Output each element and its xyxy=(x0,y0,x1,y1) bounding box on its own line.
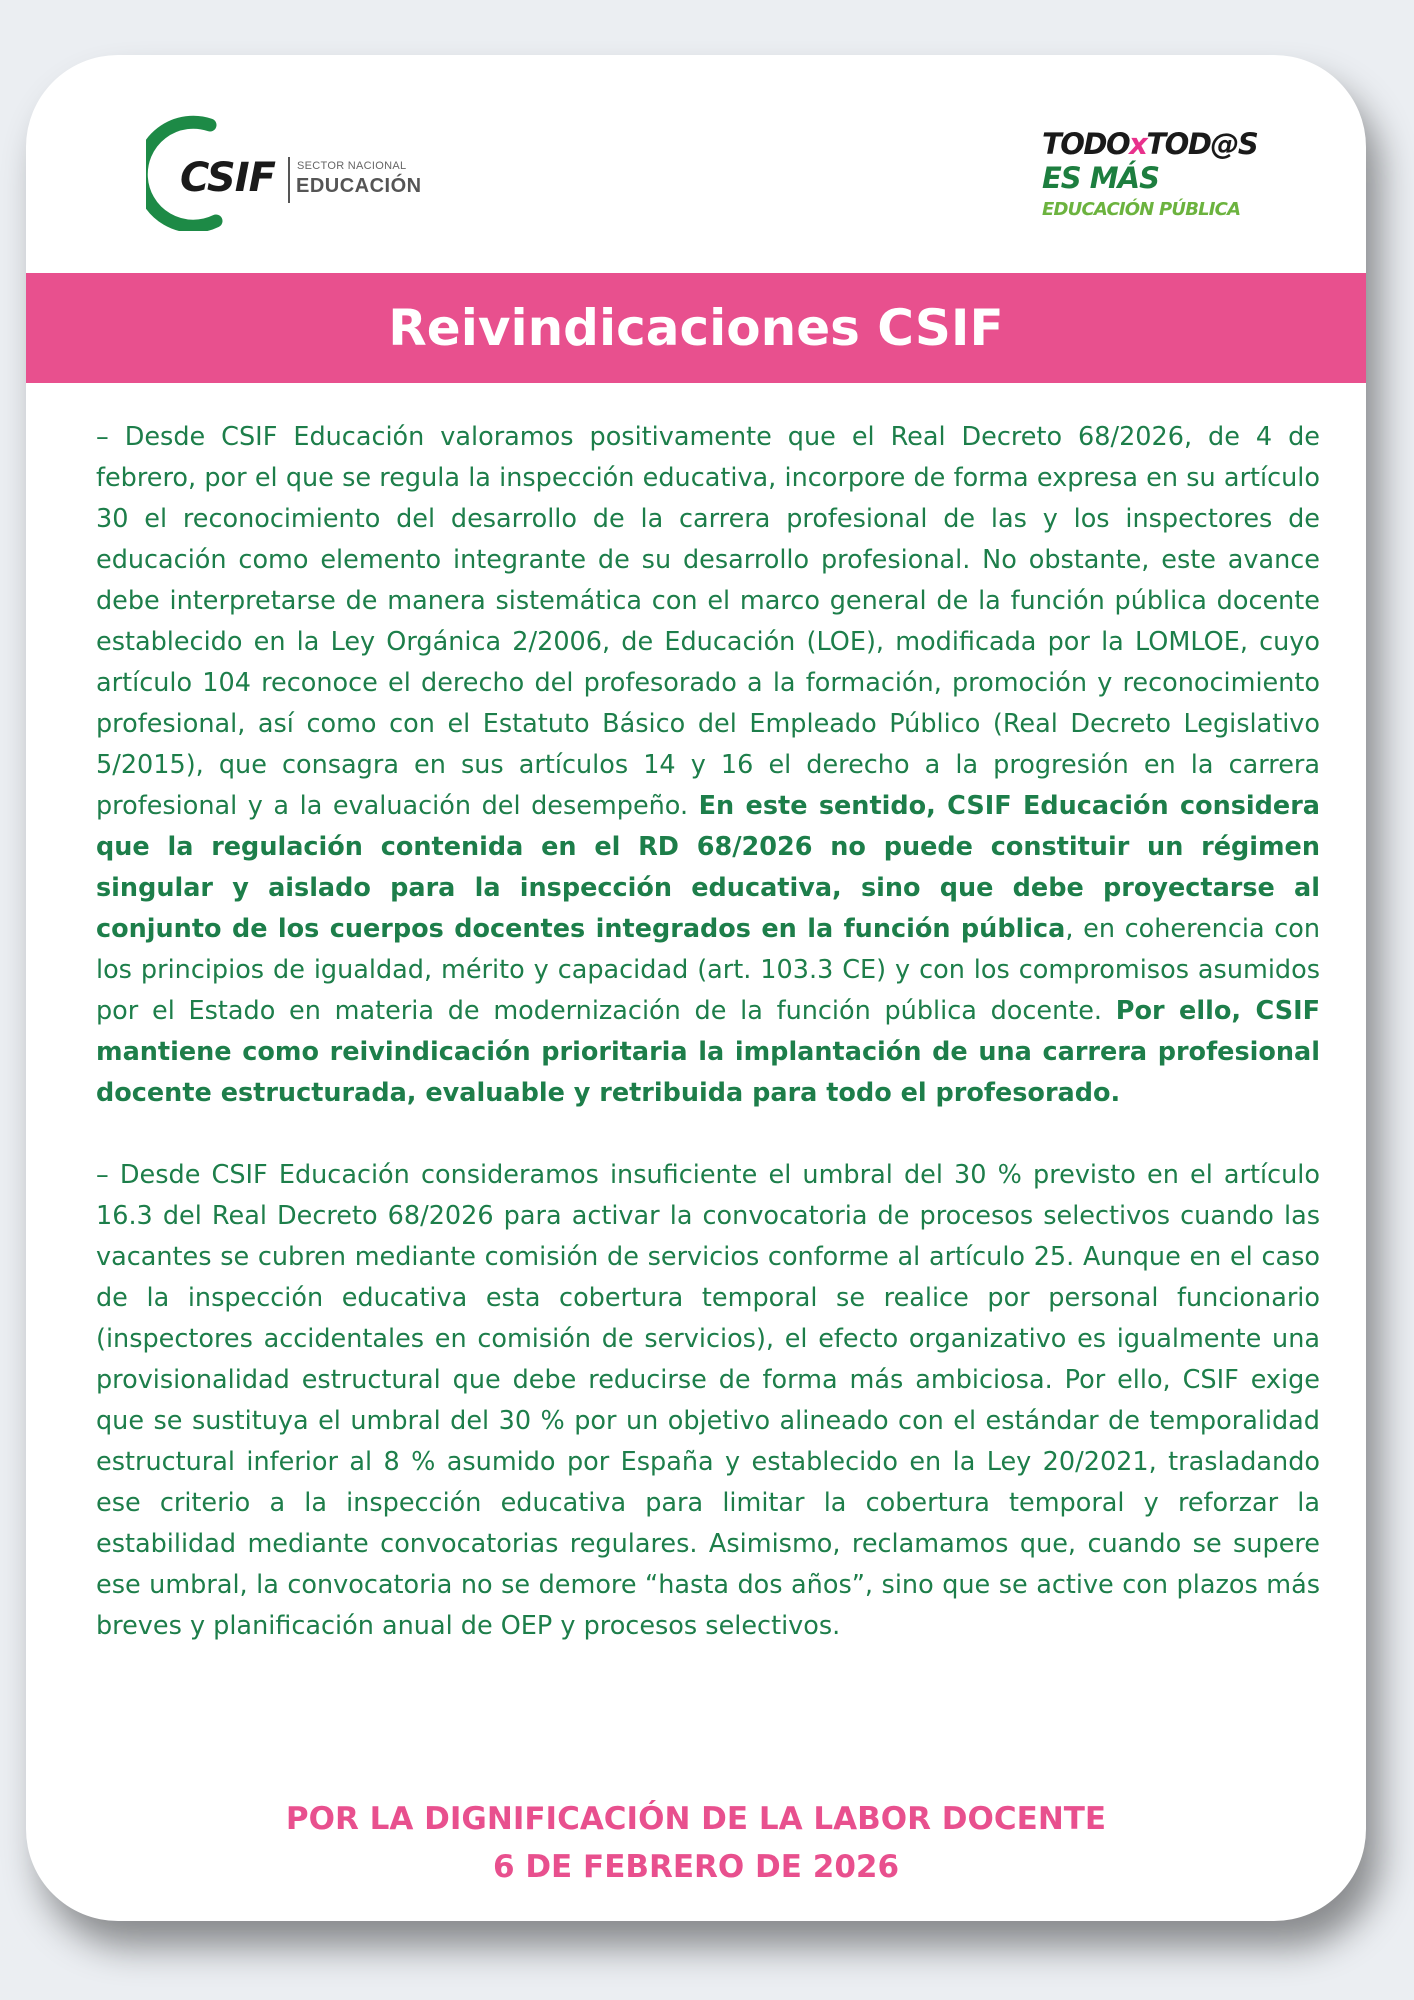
csif-education-label: EDUCACIÓN xyxy=(296,175,422,197)
footer-line-1: POR LA DIGNIFICACIÓN DE LA LABOR DOCENTE xyxy=(285,1801,1107,1837)
footer-date: 6 DE FEBRERO DE 2026 xyxy=(492,1849,900,1885)
campaign-logo xyxy=(1042,127,1262,227)
paragraph-2: – Desde CSIF Educación consideramos insuficiente el umbral del 30 % previsto en el artículo 16.3 del Real Decreto 68/2026 para activar la convocatoria de procesos selectivos cuando las vacantes se cubren mediante comisión de servicios conforme al artículo 25. Aunque en el caso de la inspección educativa esta cobertura temporal se realice por personal funcionario (inspectores accidentales en comisión de servicios), el efecto organizativo es igualmente una provisionalidad estructural que debe reducirse de forma más ambiciosa. Por ello, CSIF exige que se sustituya el umbral del 30 % por un objetivo alineado con el estándar de temporalidad estructural inferior al 8 % asumido por España y establecido en la Ley 20/2021, trasladando ese criterio a la inspección educativa para limitar la cobertura temporal y reforzar la estabilidad mediante convocatorias regulares. Asimismo, reclamamos que, cuando se supere ese umbral, la convocatoria no se demore “hasta dos años”, sino que se active con plazos más breves y planificación anual de OEP y procesos selectivos. xyxy=(96,1160,1320,1641)
campaign-line-2: ES MÁS xyxy=(1042,161,1159,195)
campaign-todo: TODO xyxy=(1042,127,1130,161)
paragraph-1 xyxy=(96,417,1320,1114)
body-text xyxy=(96,417,1320,1647)
paragraph-1-bold-1: En este sentido, CSIF Educación considera que la regulación contenida en el RD 68/2026 no puede constituir un régimen singular y aislado para la inspección educativa, sino que debe proyectarse al conjunto de los cuerpos docentes integrados en la función pública xyxy=(96,791,1320,944)
paragraph-1-middle: , en coherencia con los principios de igualdad, mérito y capacidad (art. 103.3 CE) y con los compromisos asumidos por el Estado en materia de modernización de la función pública docente. xyxy=(96,914,1320,1026)
campaign-todas: TOD@S xyxy=(1146,127,1258,161)
paragraph-1-bold-2: Por ello, CSIF mantiene como reivindicación prioritaria la implantación de una carrera profesional docente estructurada, evaluable y retribuida para todo el profesorado. xyxy=(96,996,1321,1108)
title-banner xyxy=(26,273,1366,383)
document-card xyxy=(26,55,1366,1921)
paragraph-1-intro: – Desde CSIF Educación valoramos positivamente que el Real Decreto 68/2026, de 4 de febrero, por el que se regula la inspección educativa, incorpore de forma expresa en su artículo 30 el reconocimiento del desarrollo de la carrera profesional de las y los inspectores de educación como elemento integrante de su desarrollo profesional. No obstante, este avance debe interpretarse de manera sistemática con el marco general de la función pública docente establecido en la Ley Orgánica 2/2006, de Educación (LOE), modificada por la LOMLOE, cuyo artículo 104 reconoce el derecho del profesorado a la formación, promoción y reconocimiento profesional, así como con el Estatuto Básico del Empleado Público (Real Decreto Legislativo 5/2015), que consagra en sus artículos 14 y 16 el derecho a la progresión en la carrera profesional y a la evaluación del desempeño. xyxy=(96,422,1320,821)
campaign-line-1 xyxy=(1042,127,1257,161)
csif-sector-label: SECTOR NACIONAL xyxy=(297,160,407,172)
csif-wordmark: CSIF xyxy=(180,155,275,201)
csif-logo xyxy=(146,113,446,231)
campaign-line-3: EDUCACIÓN PÚBLICA xyxy=(1042,199,1241,220)
logo-divider xyxy=(288,157,290,203)
page-title: Reivindicaciones CSIF xyxy=(388,299,1004,357)
campaign-x-mark: x xyxy=(1129,127,1147,161)
footer-slogan xyxy=(26,1795,1366,1891)
